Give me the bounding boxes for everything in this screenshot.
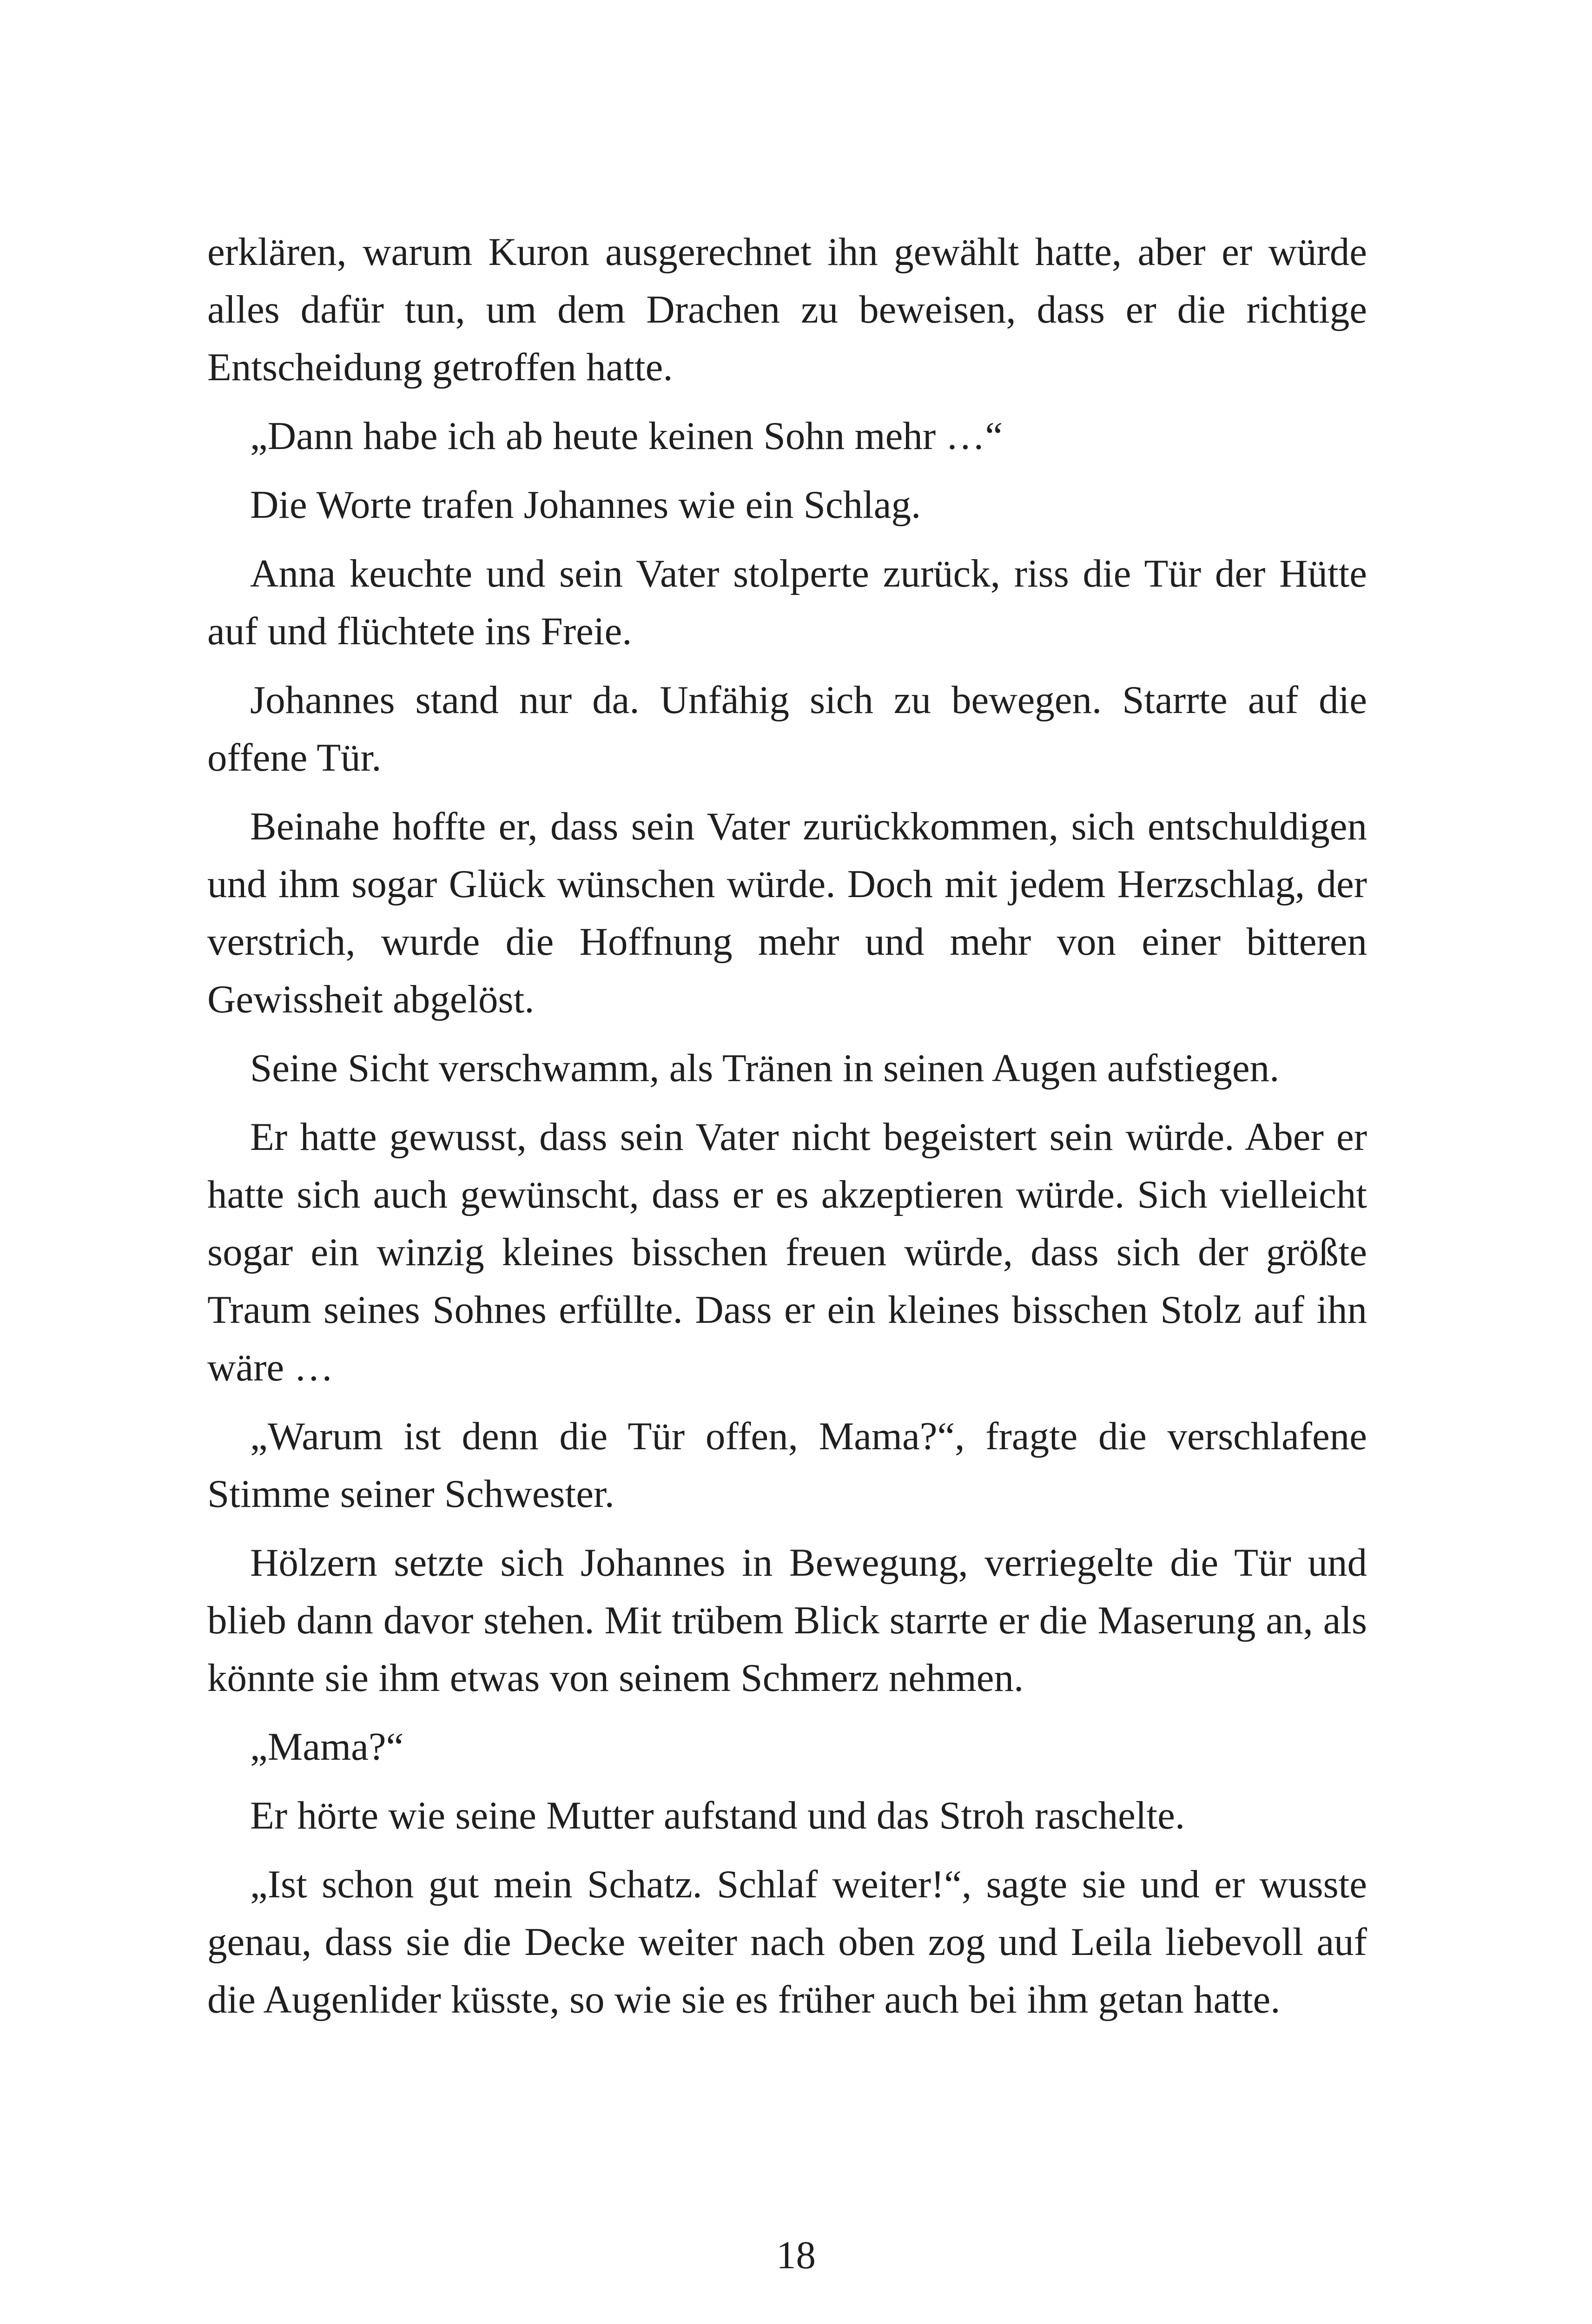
page-number: 18 (776, 2233, 816, 2277)
paragraph-3: Die Worte trafen Johannes wie ein Schlag. (250, 483, 921, 527)
paragraph-11: „Mama?“ (250, 1725, 404, 1769)
paragraph-2: „Dann habe ich ab heute keinen Sohn mehr …“ (250, 414, 1003, 458)
paragraph-12: Er hörte wie seine Mutter aufstand und das Stroh raschelte. (250, 1794, 1185, 1837)
paragraph-4: Anna keuchte und sein Vater stolperte zurück, riss die Tür der Hütte auf und flüchtete ins Freie. (207, 552, 1367, 653)
paragraph-5: Johannes stand nur da. Unfähig sich zu bewegen. Starrte auf die offene Tür. (207, 678, 1367, 779)
paragraph-8: Er hatte gewusst, dass sein Vater nicht begeistert sein würde. Aber er hatte sich auch gewünscht, dass er es akzeptieren würde. Sich vielleicht sogar ein winzig kleines bisschen freuen würde, dass sich der größte Traum seines Sohnes erfüllte. Dass er ein kleines bisschen Stolz auf ihn wäre … (207, 1115, 1367, 1389)
paragraph-10: Hölzern setzte sich Johannes in Bewegung, verriegelte die Tür und blieb dann davor stehen. Mit trübem Blick starrte er die Maserung an, als könnte sie ihm etwas von seinem Schmerz nehmen. (207, 1541, 1367, 1700)
paragraph-13: „Ist schon gut mein Schatz. Schlaf weiter!“, sagte sie und er wusste genau, dass sie die Decke weiter nach oben zog und Leila liebevoll auf die Augenlider küsste, so wie sie es früher auch bei ihm getan hatte. (207, 1862, 1367, 2021)
body-text (207, 223, 1367, 2040)
paragraph-9: „Warum ist denn die Tür offen, Mama?“, fragte die verschlafene Stimme seiner Schwester. (207, 1414, 1367, 1516)
paragraph-7: Seine Sicht verschwamm, als Tränen in seinen Augen aufstiegen. (250, 1046, 1280, 1090)
paragraph-1: erklären, warum Kuron ausgerechnet ihn gewählt hatte, aber er würde alles dafür tun, um dem Drachen zu beweisen, dass er die richtige Entscheidung getroffen hatte. (207, 230, 1367, 389)
paragraph-6: Beinahe hoffte er, dass sein Vater zurückkommen, sich entschuldigen und ihm sogar Glück wünschen würde. Doch mit jedem Herzschlag, der verstrich, wurde die Hoffnung mehr und mehr von einer bitteren Gewissheit abgelöst. (207, 805, 1367, 1021)
